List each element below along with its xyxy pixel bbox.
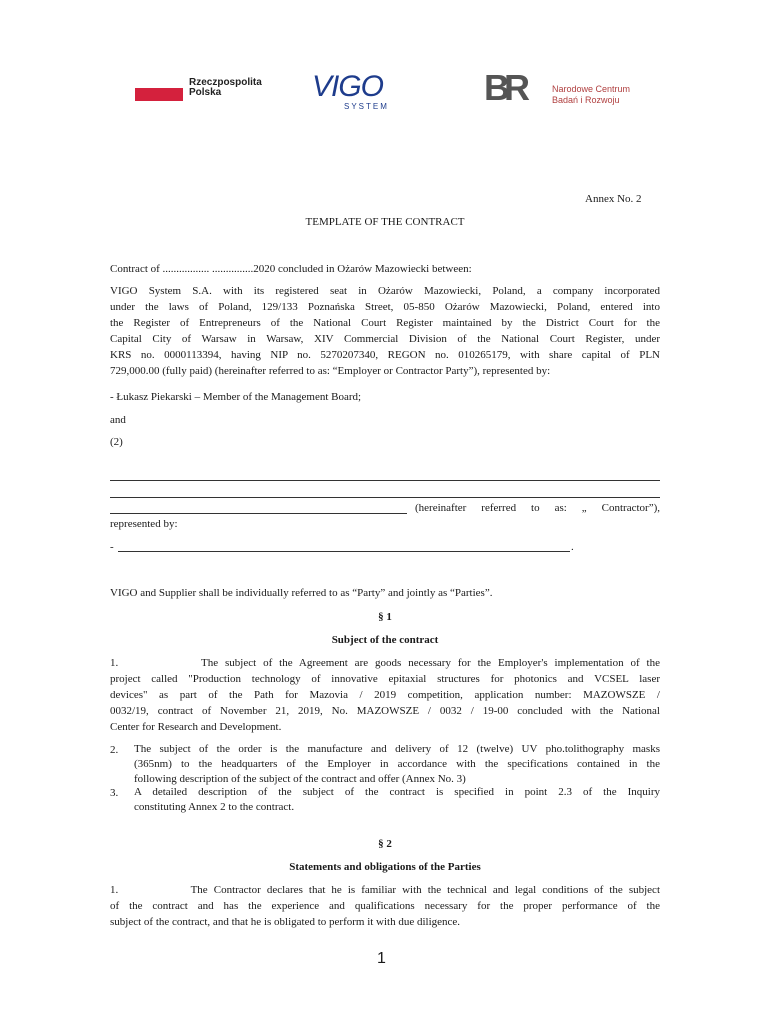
document-title: TEMPLATE OF THE CONTRACT xyxy=(305,216,465,228)
contractor-blank-line-3 xyxy=(110,513,407,514)
ncbr-line1: Narodowe Centrum xyxy=(552,84,631,94)
contractor-reference: (hereinafter referred to as: „ Contractor”), xyxy=(415,502,660,514)
section-1-item-3-number: 3. xyxy=(110,787,119,799)
sec1-p1-line: 0032/19, contract of November 21, 2019, No. MAZOWSZE / 0032 / 19-00 concluded with the National xyxy=(110,705,660,717)
section-2-heading: Statements and obligations of the Parties xyxy=(289,861,481,873)
party1-line: Capital City of Warsaw in Warsaw, XIV Commercial Division of the National Court Register, under xyxy=(110,333,660,345)
representative-dash: - xyxy=(110,541,114,553)
sec1-item3-line: A detailed description of the subject of the contract is specified in point 2.3 of the Inquiry xyxy=(134,786,660,798)
ncbr-logo xyxy=(484,67,634,126)
party1-line: KRS no. 0000113394, having NIP no. 5270207340, REGON no. 010265179, with share capital of PLN xyxy=(110,349,660,361)
party2-number: (2) xyxy=(110,436,123,448)
section-1-item-3 xyxy=(134,785,660,815)
party1-paragraph xyxy=(110,283,660,379)
section-1-item-2-number: 2. xyxy=(110,744,119,756)
party1-line: the Register of Entrepreneurs of the National Court Register maintained by the District Court for the xyxy=(110,317,660,329)
party1-line: VIGO System S.A. with its registered seat in Ożarów Mazowiecki, Poland, a company incorporated xyxy=(110,285,660,297)
flag-red-stripe xyxy=(135,88,183,101)
contract-intro: Contract of ................. ...............2020 concluded in Ożarów Mazowiecki between: xyxy=(110,263,472,275)
party1-line: 729,000.00 (fully paid) (hereinafter referred to as: “Employer or Contractor Party”), represented by: xyxy=(110,365,551,377)
contractor-blank-line-2 xyxy=(110,497,660,498)
sec1-item2-line: (365nm) to the headquarters of the Employer in accordance with the specifications contained in the xyxy=(134,758,660,770)
contractor-blank-line-1 xyxy=(110,480,660,481)
rzeczpospolita-polska-logo xyxy=(135,76,285,102)
section-1-heading: Subject of the contract xyxy=(331,634,439,646)
vigo-logo-subtext: SYSTEM xyxy=(344,102,389,111)
sec1-p1-line: 1. The subject of the Agreement are goods necessary for the Employer's implementation of the xyxy=(110,657,660,669)
ncbr-logo-text xyxy=(552,84,630,106)
sec1-item2-line: following description of the subject of the contract and offer (Annex No. 3) xyxy=(134,773,466,785)
vigo-logo-text: VIGO xyxy=(312,70,384,103)
flag-white-stripe xyxy=(135,76,183,88)
sec1-p1-line: project called "Production technology of innovative epitaxial structures for photonics and VCSEL laser xyxy=(110,673,660,685)
section-1-mark: § 1 xyxy=(378,611,392,623)
sec1-item3-line: constituting Annex 2 to the contract. xyxy=(134,801,295,813)
section-1-paragraph-1 xyxy=(110,655,660,735)
logo-rp-line2: Polska xyxy=(189,87,222,98)
annex-label: Annex No. 2 xyxy=(585,193,642,205)
parties-definition: VIGO and Supplier shall be individually referred to as “Party” and jointly as “Parties”. xyxy=(110,587,493,599)
represented-by-label: represented by: xyxy=(110,518,178,530)
section-2-mark: § 2 xyxy=(378,838,392,850)
logo-rp-text xyxy=(189,78,262,98)
representative-end: . xyxy=(571,541,574,553)
section-1-item-2 xyxy=(134,742,660,787)
sec1-p1-line: Center for Research and Development. xyxy=(110,721,282,733)
sec2-p1-line: subject of the contract, and that he is obligated to perform it with due diligence. xyxy=(110,916,461,928)
page-number: 1 xyxy=(377,950,386,967)
ncbr-line2: Badań i Rozwoju xyxy=(552,95,620,105)
management-representative: - Łukasz Piekarski – Member of the Management Board; xyxy=(110,391,362,403)
sec1-p1-line: devices" as part of the Path for Mazovia / 2019 competition, application number: MAZOWSZE / xyxy=(110,689,660,701)
party1-line: under the laws of Poland, 129/133 Poznańska Street, 05-850 Ożarów Mazowiecki, Poland, entered into xyxy=(110,301,660,313)
sec1-item2-line: The subject of the order is the manufacture and delivery of 12 (twelve) UV pho.tolithography masks xyxy=(134,743,660,755)
vigo-system-logo xyxy=(312,72,404,114)
and-connector: and xyxy=(110,414,126,426)
representative-blank-line xyxy=(118,551,570,552)
sec2-p1-line: of the contract and has the experience and qualifications necessary for the proper performance of the xyxy=(110,900,660,912)
sec2-p1-line: 1. The Contractor declares that he is familiar with the technical and legal conditions of the subject xyxy=(110,884,660,896)
ncbr-logo-mark: BR xyxy=(484,67,524,108)
section-2-paragraph-1 xyxy=(110,882,660,930)
logo-rp-line1: Rzeczpospolita xyxy=(189,77,262,88)
